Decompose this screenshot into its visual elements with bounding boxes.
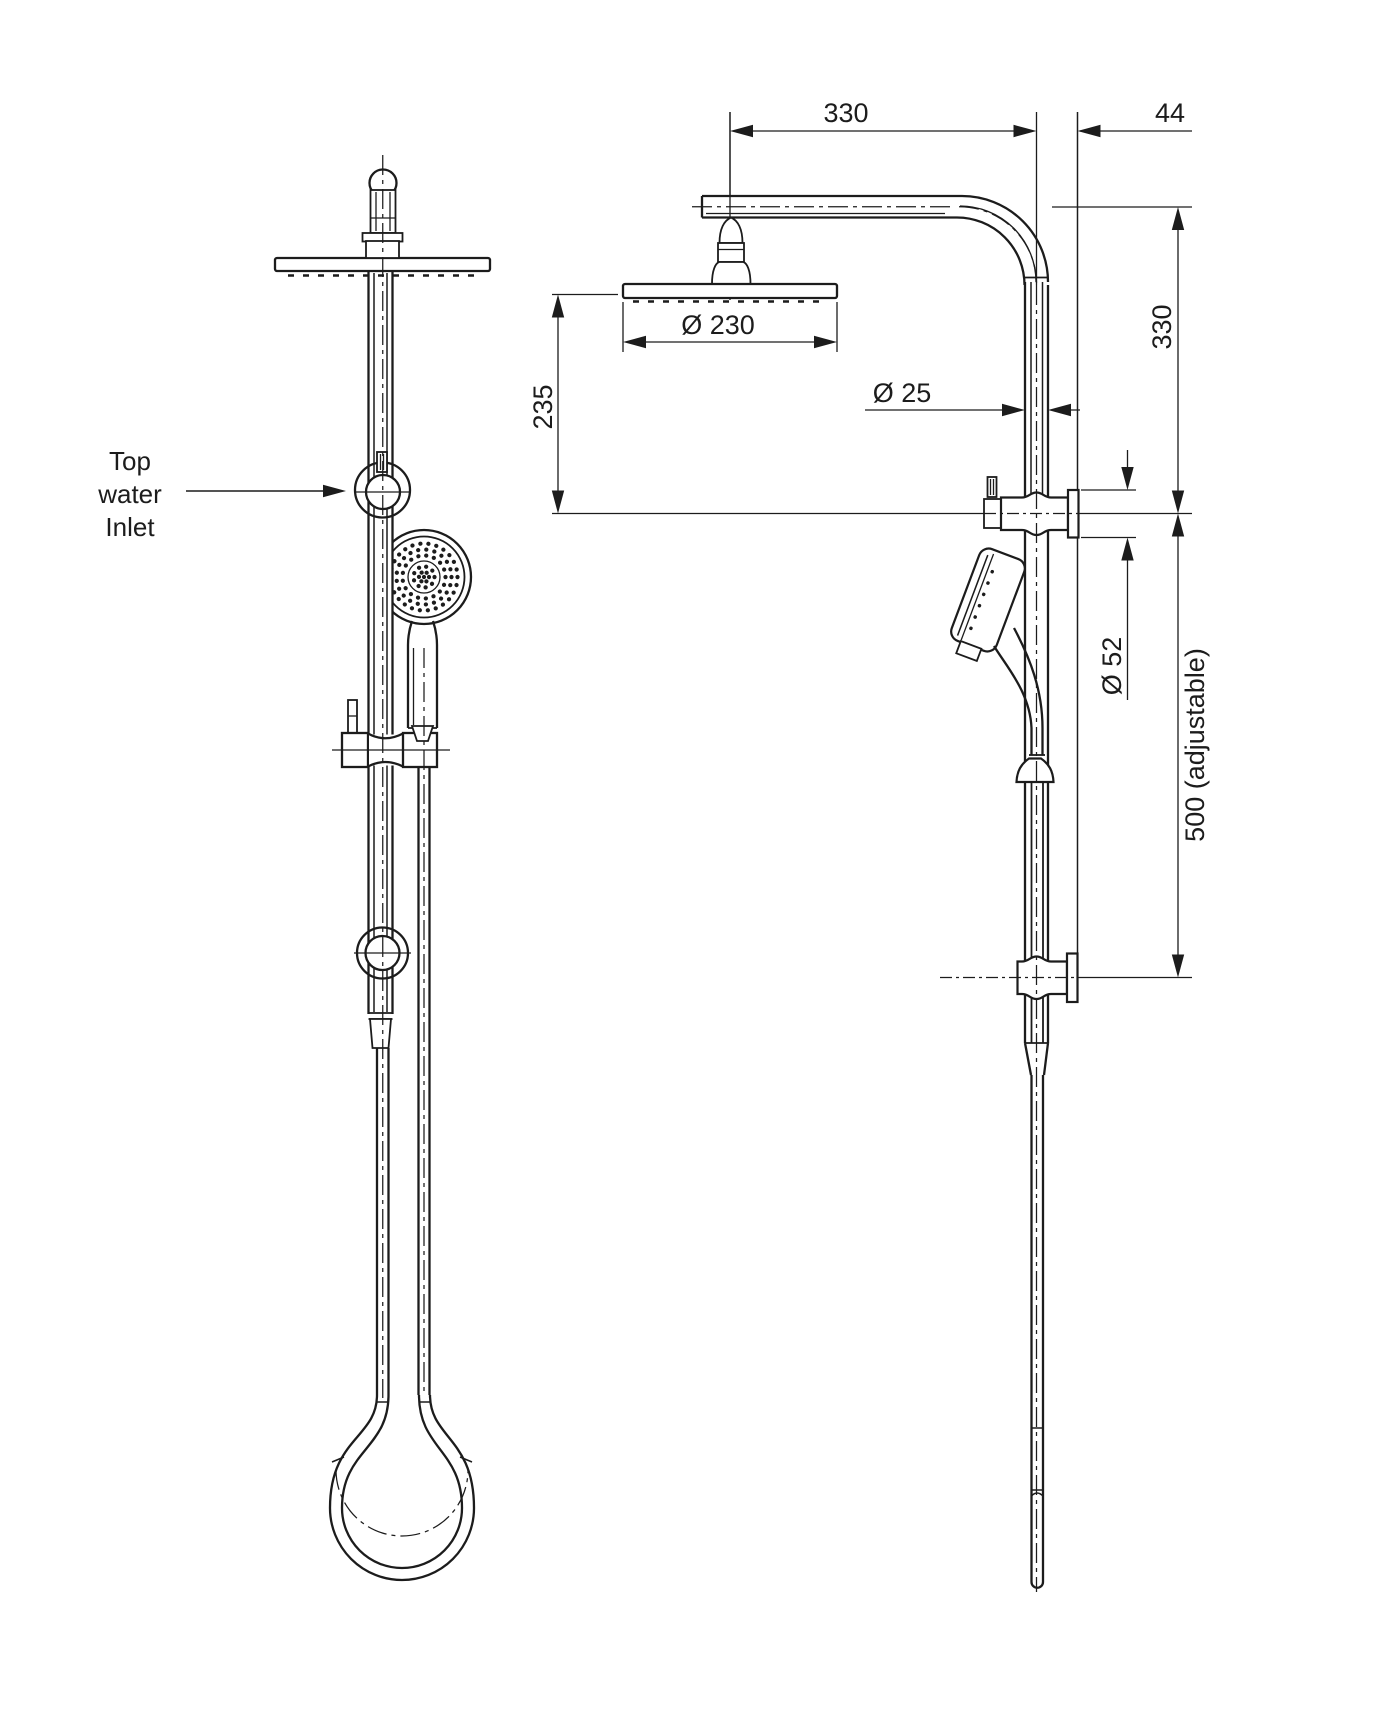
arrowhead: [1002, 404, 1025, 416]
arrowhead: [1172, 514, 1184, 537]
arrowhead: [730, 125, 753, 137]
arrowhead: [1172, 491, 1184, 514]
inlet-knob-pin-side: [988, 477, 997, 497]
top-water-inlet-label-line1: Top: [109, 446, 151, 476]
top-water-inlet-label-line2: water: [98, 479, 162, 509]
arrowhead: [1014, 125, 1037, 137]
arrowhead: [1172, 207, 1184, 230]
dim-arm-length-text: 330: [823, 98, 869, 128]
dim-wall-offset: [1078, 98, 1193, 137]
dim-overhead-diameter-text: Ø 230: [681, 310, 755, 340]
dim-wall-offset-text: 44: [1154, 98, 1186, 128]
hose-loop-inner: [342, 1395, 462, 1568]
dim-adjustable-height-text: 500 (adjustable): [1180, 648, 1210, 842]
arrowhead: [1078, 125, 1101, 137]
arrowhead: [814, 336, 837, 348]
arrowhead: [323, 485, 346, 497]
top-water-inlet-label-line3: Inlet: [105, 512, 155, 542]
shower-rail-front: [369, 271, 393, 1014]
dim-flange-diameter-text: Ø 52: [1097, 636, 1127, 696]
arrowhead: [623, 336, 646, 348]
dim-flange-diameter: [1081, 450, 1136, 700]
arrowhead: [1121, 467, 1133, 490]
arrowhead: [552, 295, 564, 318]
arrowhead: [552, 491, 564, 514]
dim-arm-length: [730, 98, 1037, 285]
dim-head-drop-text: 235: [528, 384, 558, 430]
hand-shower-handle-front: [408, 621, 437, 728]
arrowhead: [1121, 538, 1133, 561]
hose-loop-outer: [330, 1395, 474, 1580]
arrowhead: [1172, 955, 1184, 978]
dim-upper-section-text: 330: [1147, 304, 1177, 350]
dim-rail-diameter-text: Ø 25: [872, 378, 932, 408]
dim-head-drop: [528, 295, 1192, 514]
top-water-inlet-callout: [97, 446, 346, 542]
dim-overhead-diameter: [623, 302, 837, 352]
hose-and-loop-front: [330, 767, 474, 1580]
rail-end-cone: [370, 1019, 391, 1048]
arrowhead: [1048, 404, 1071, 416]
shower-arm-side: [702, 196, 1048, 285]
inlet-knob-pin: [377, 452, 387, 472]
centerlines: [336, 155, 1037, 1592]
